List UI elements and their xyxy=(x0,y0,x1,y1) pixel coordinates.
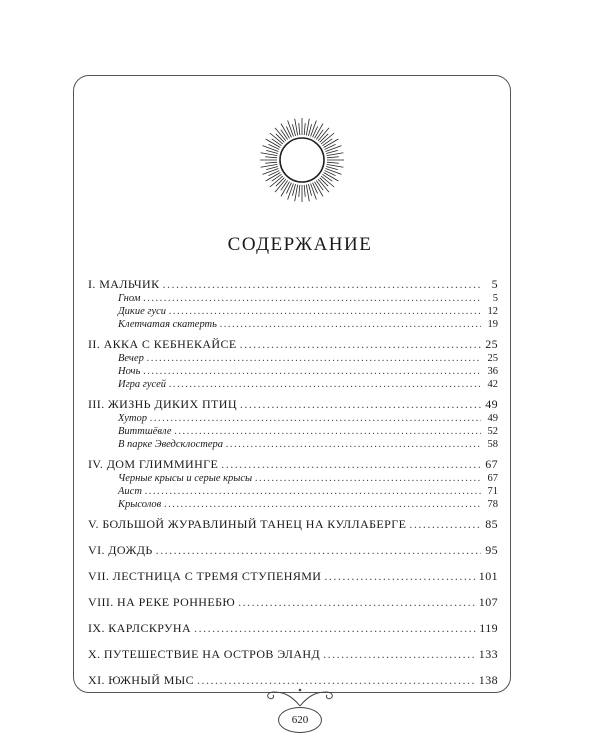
toc-page-number: 101 xyxy=(478,569,498,583)
toc-page-number: 71 xyxy=(487,486,498,497)
toc-chapter-label: I. МАЛЬЧИК xyxy=(88,277,160,291)
toc-page-number: 12 xyxy=(487,306,498,317)
toc-section-krysy[interactable] xyxy=(88,472,498,485)
toc-leader-dots xyxy=(143,292,481,305)
toc-leader-dots xyxy=(169,378,481,391)
toc-page-number: 107 xyxy=(478,595,498,609)
toc-section-dikie-gusi[interactable] xyxy=(88,305,498,318)
toc-leader-dots xyxy=(323,646,476,662)
toc-section-noch[interactable] xyxy=(88,365,498,378)
toc-section-label: Ночь xyxy=(118,366,141,377)
toc-chapter-label: IX. КАРЛСКРУНА xyxy=(88,621,192,635)
toc-section-skatert[interactable] xyxy=(88,318,498,331)
toc-section-label: Аист xyxy=(118,486,142,497)
toc-section-aist[interactable] xyxy=(88,485,498,498)
toc-chapter-label: II. АККА С КЕБНЕКАЙСЕ xyxy=(88,337,237,351)
toc-page-number: 49 xyxy=(485,397,498,411)
toc-chapter-1[interactable] xyxy=(88,276,498,292)
toc-leader-dots xyxy=(147,352,481,365)
toc-page-number: 95 xyxy=(485,543,498,557)
toc-chapter-9[interactable] xyxy=(88,620,498,636)
toc-leader-dots xyxy=(174,425,481,438)
toc-leader-dots xyxy=(220,318,481,331)
toc-leader-dots xyxy=(156,542,481,558)
toc-leader-dots xyxy=(238,594,476,610)
toc-section-label: Крысолов xyxy=(118,499,162,510)
sun-ornament-icon xyxy=(257,115,347,205)
toc-page-number: 67 xyxy=(487,473,498,484)
toc-chapter-label: VIII. НА РЕКЕ РОННЕБЮ xyxy=(88,595,236,609)
toc-section-igra-gusey[interactable] xyxy=(88,378,498,391)
toc-page-number: 85 xyxy=(485,517,498,531)
toc-section-gnom[interactable] xyxy=(88,292,498,305)
toc-leader-dots xyxy=(164,498,481,511)
toc-leader-dots xyxy=(143,365,481,378)
toc-chapter-2[interactable] xyxy=(88,336,498,352)
toc-section-krysolov[interactable] xyxy=(88,498,498,511)
toc-section-label: Виттшёвле xyxy=(118,426,172,437)
toc-section-label: Черные крысы и серые крысы xyxy=(118,473,253,484)
toc-page-number: 138 xyxy=(478,673,498,687)
toc-section-label: Игра гусей xyxy=(118,379,166,390)
toc-page-number: 133 xyxy=(478,647,498,661)
toc-page-number: 25 xyxy=(485,337,498,351)
toc-page-number: 5 xyxy=(492,293,498,304)
toc-chapter-8[interactable] xyxy=(88,594,498,610)
toc-chapter-label: IV. ДОМ ГЛИММИНГЕ xyxy=(88,457,219,471)
toc-leader-dots xyxy=(163,276,482,292)
toc-leader-dots xyxy=(324,568,475,584)
toc-section-label: Гном xyxy=(118,293,141,304)
flourish-ornament-icon xyxy=(248,686,352,708)
toc-chapter-label: VII. ЛЕСТНИЦА С ТРЕМЯ СТУПЕНЯМИ xyxy=(88,569,322,583)
toc-section-label: Хутор xyxy=(118,413,147,424)
toc-chapter-4[interactable] xyxy=(88,456,498,472)
toc-chapter-label: III. ЖИЗНЬ ДИКИХ ПТИЦ xyxy=(88,397,237,411)
page-title: СОДЕРЖАНИЕ xyxy=(227,234,373,255)
toc-chapter-5[interactable] xyxy=(88,516,498,532)
toc-leader-dots xyxy=(221,456,481,472)
toc-chapter-10[interactable] xyxy=(88,646,498,662)
toc-page-number: 78 xyxy=(487,499,498,510)
toc-leader-dots xyxy=(226,438,481,451)
toc-chapter-label: X. ПУТЕШЕСТВИЕ НА ОСТРОВ ЭЛАНД xyxy=(88,647,321,661)
toc-page-number: 19 xyxy=(487,319,498,330)
toc-page-number: 119 xyxy=(479,621,498,635)
page-number-badge: 620 xyxy=(278,707,322,733)
toc-section-hutor[interactable] xyxy=(88,412,498,425)
toc-chapter-label: XI. ЮЖНЫЙ МЫС xyxy=(88,673,195,687)
toc-section-label: Клетчатая скатерть xyxy=(118,319,217,330)
toc-leader-dots xyxy=(409,516,481,532)
toc-leader-dots xyxy=(240,336,481,352)
toc-page-number: 36 xyxy=(487,366,498,377)
toc-leader-dots xyxy=(145,485,481,498)
toc-page-number: 67 xyxy=(485,457,498,471)
toc-section-label: Дикие гуси xyxy=(118,306,167,317)
toc-page-number: 58 xyxy=(487,439,498,450)
toc-page-number: 25 xyxy=(487,353,498,364)
toc-chapter-3[interactable] xyxy=(88,396,498,412)
toc-chapter-label: VI. ДОЖДЬ xyxy=(88,543,153,557)
toc-chapter-label: V. БОЛЬШОЙ ЖУРАВЛИНЫЙ ТАНЕЦ НА КУЛЛАБЕРГЕ xyxy=(88,517,407,531)
toc-chapter-6[interactable] xyxy=(88,542,498,558)
table-of-contents xyxy=(88,276,498,688)
toc-page-number: 49 xyxy=(487,413,498,424)
toc-leader-dots xyxy=(240,396,481,412)
toc-section-vecher[interactable] xyxy=(88,352,498,365)
toc-section-vittshevle[interactable] xyxy=(88,425,498,438)
toc-leader-dots xyxy=(150,412,481,425)
toc-chapter-7[interactable] xyxy=(88,568,498,584)
toc-page-number: 42 xyxy=(487,379,498,390)
toc-page-number: 52 xyxy=(487,426,498,437)
toc-section-label: В парке Эведсклостера xyxy=(118,439,224,450)
toc-page-number: 5 xyxy=(491,277,498,291)
toc-leader-dots xyxy=(194,620,476,636)
toc-section-park[interactable] xyxy=(88,438,498,451)
toc-leader-dots xyxy=(255,472,481,485)
toc-section-label: Вечер xyxy=(118,353,144,364)
toc-leader-dots xyxy=(169,305,481,318)
